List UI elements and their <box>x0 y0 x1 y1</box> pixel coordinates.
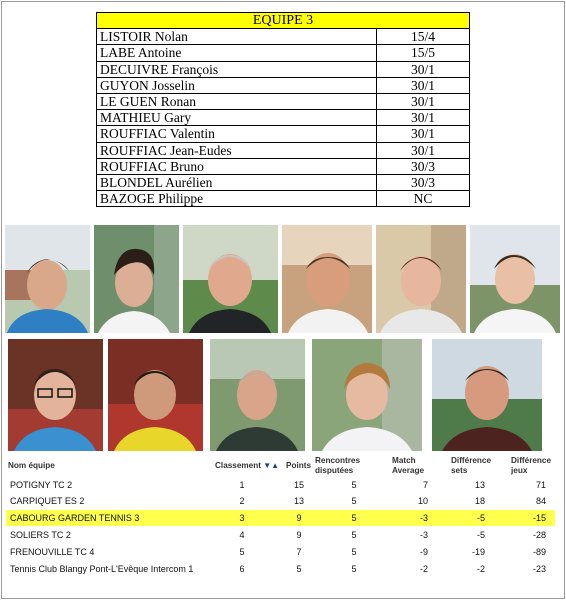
classement-value: 2 <box>239 496 245 506</box>
roster-row <box>97 126 470 142</box>
rencontres-value: 5 <box>351 513 357 523</box>
roster-row <box>97 191 470 207</box>
player-rank: 30/1 <box>377 126 470 142</box>
roster-row <box>97 29 470 45</box>
player-name: BAZOGE Philippe <box>97 191 377 207</box>
match-average-value: -3 <box>419 513 428 523</box>
roster-row <box>97 61 470 77</box>
classement-value: 5 <box>239 547 245 557</box>
team-name: POTIGNY TC 2 <box>10 480 73 490</box>
player-photo <box>376 225 466 333</box>
diff-jeux-value: 84 <box>535 496 546 506</box>
diff-jeux-value: -89 <box>532 547 546 557</box>
roster-header-row <box>97 13 470 29</box>
team-name: Tennis Club Blangy Pont-L'Evêque Intercom 1 <box>10 564 194 574</box>
points-value: 15 <box>293 480 304 490</box>
player-photo <box>312 339 422 451</box>
player-photo <box>210 339 305 451</box>
column-header-diff-jeux[interactable]: Différence jeux <box>511 456 552 475</box>
classement-value: 4 <box>239 530 245 540</box>
team-name: FRENOUVILLE TC 4 <box>10 547 95 557</box>
player-rank: 30/3 <box>377 158 470 174</box>
roster-row <box>97 158 470 174</box>
player-photo <box>8 339 103 451</box>
rencontres-value: 5 <box>351 530 357 540</box>
player-rank: 30/3 <box>377 174 470 190</box>
rencontres-value: 5 <box>351 496 357 506</box>
roster-row <box>97 93 470 109</box>
rencontres-value: 5 <box>351 480 357 490</box>
player-rank: 15/4 <box>377 29 470 45</box>
rencontres-value: 5 <box>351 547 357 557</box>
column-header-team[interactable]: Nom équipe <box>8 461 55 470</box>
diff-sets-value: 13 <box>474 480 485 490</box>
points-value: 7 <box>296 547 302 557</box>
roster-row <box>97 45 470 61</box>
diff-jeux-value: 71 <box>535 480 546 490</box>
player-name: ROUFFIAC Bruno <box>97 158 377 174</box>
rencontres-value: 5 <box>351 564 357 574</box>
team-name: CABOURG GARDEN TENNIS 3 <box>10 513 140 523</box>
sort-arrows-icon[interactable]: ▼▲ <box>263 461 280 470</box>
match-average-value: 7 <box>422 480 428 490</box>
roster-row <box>97 174 470 190</box>
player-name: MATHIEU Gary <box>97 110 377 126</box>
player-rank: NC <box>377 191 470 207</box>
points-value: 5 <box>296 564 302 574</box>
player-rank: 30/1 <box>377 93 470 109</box>
roster-row <box>97 110 470 126</box>
roster-row <box>97 142 470 158</box>
match-average-value: -3 <box>419 530 428 540</box>
classement-value: 6 <box>239 564 245 574</box>
roster-table <box>96 12 470 207</box>
team-name: SOLIERS TC 2 <box>10 530 71 540</box>
player-name: DECUIVRE François <box>97 61 377 77</box>
player-photo <box>470 225 560 333</box>
diff-sets-value: -5 <box>476 513 485 523</box>
player-photo <box>94 225 179 333</box>
standings-row[interactable] <box>6 544 555 560</box>
standings-row[interactable] <box>6 493 555 509</box>
player-photo <box>108 339 203 451</box>
column-header-match-average[interactable]: Match Average <box>392 456 425 475</box>
points-value: 9 <box>296 513 302 523</box>
diff-sets-value: -19 <box>471 547 485 557</box>
column-header-classement[interactable] <box>215 461 279 471</box>
standings-row[interactable] <box>6 477 555 493</box>
player-rank: 15/5 <box>377 45 470 61</box>
player-rank: 30/1 <box>377 61 470 77</box>
player-name: GUYON Josselin <box>97 77 377 93</box>
team-name: CARPIQUET ES 2 <box>10 496 85 506</box>
match-average-value: 10 <box>417 496 428 506</box>
column-header-diff-sets[interactable]: Différence sets <box>451 456 492 475</box>
diff-jeux-value: -23 <box>532 564 546 574</box>
player-rank: 30/1 <box>377 77 470 93</box>
classement-value: 3 <box>239 513 245 523</box>
player-rank: 30/1 <box>377 110 470 126</box>
team-title: EQUIPE 3 <box>97 13 470 29</box>
player-photo <box>5 225 90 333</box>
diff-jeux-value: -28 <box>532 530 546 540</box>
column-header-points[interactable]: Points <box>286 461 312 470</box>
roster-row <box>97 77 470 93</box>
player-photo <box>282 225 372 333</box>
points-value: 13 <box>293 496 304 506</box>
diff-sets-value: 18 <box>474 496 485 506</box>
points-value: 9 <box>296 530 302 540</box>
match-average-value: -2 <box>419 564 428 574</box>
column-header-classement-label: Classement <box>215 461 261 470</box>
player-name: ROUFFIAC Valentin <box>97 126 377 142</box>
diff-jeux-value: -15 <box>532 513 546 523</box>
standings-row[interactable] <box>6 527 555 543</box>
player-photo <box>432 339 542 451</box>
standings-row-highlighted[interactable] <box>6 510 555 526</box>
player-name: LISTOIR Nolan <box>97 29 377 45</box>
standings-row[interactable] <box>6 561 555 577</box>
column-header-rencontres[interactable]: Rencontres disputées <box>315 456 361 475</box>
player-name: BLONDEL Aurélien <box>97 174 377 190</box>
player-name: LE GUEN Ronan <box>97 93 377 109</box>
player-name: ROUFFIAC Jean-Eudes <box>97 142 377 158</box>
player-rank: 30/1 <box>377 142 470 158</box>
player-photo <box>183 225 278 333</box>
classement-value: 1 <box>239 480 245 490</box>
player-name: LABE Antoine <box>97 45 377 61</box>
match-average-value: -9 <box>419 547 428 557</box>
diff-sets-value: -5 <box>476 530 485 540</box>
diff-sets-value: -2 <box>476 564 485 574</box>
